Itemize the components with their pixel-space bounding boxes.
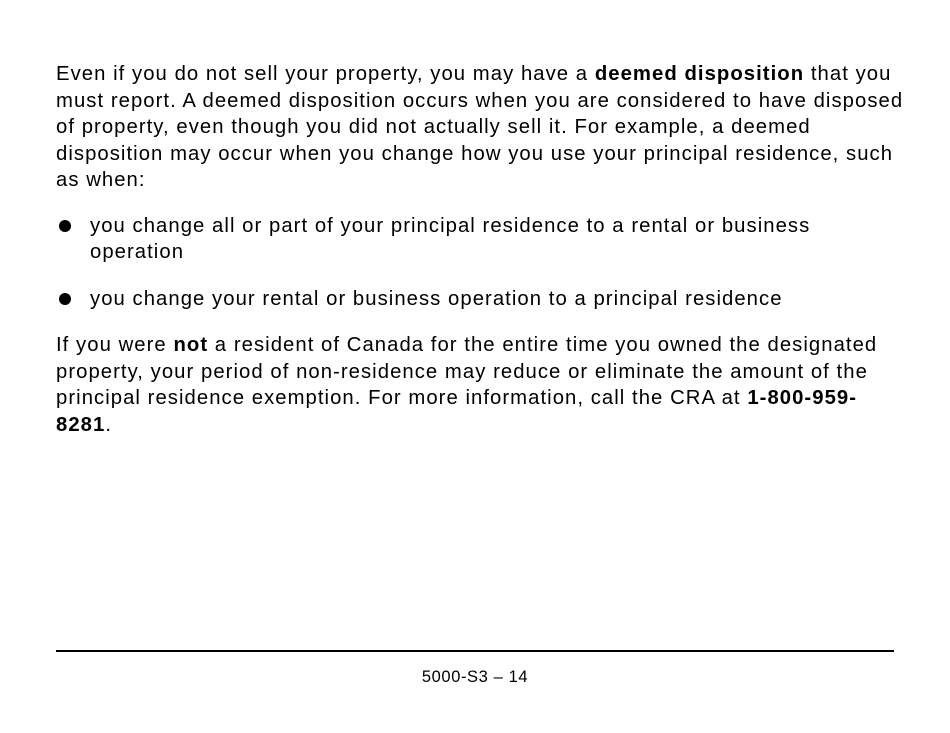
deemed-disposition-paragraph (56, 61, 906, 194)
deemed-disposition-term: deemed disposition (594, 63, 805, 85)
document-body (56, 61, 906, 438)
example-list (56, 213, 906, 313)
paragraph-text: a resident of Canada for the entire time you owned the designated property, your period of non-residence may reduce or eliminate the amount of the principal residence exemption. For more information, call the CRA at (56, 334, 878, 409)
not-emphasis: not (173, 334, 209, 356)
list-item-text: you change your rental or business operation to a principal residence (90, 287, 783, 310)
list-item-text: you change all or part of your principal residence to a rental or business operation (90, 214, 811, 263)
list-item (56, 286, 906, 313)
list-item (56, 213, 906, 266)
paragraph-text: If you were (56, 334, 174, 356)
cra-phone-number: 1-800-959-8281 (56, 387, 858, 436)
paragraph-text: Even if you do not sell your property, you may have a (56, 63, 595, 85)
paragraph-text: . (105, 413, 113, 436)
paragraph-text: that you must report. A deemed disposition occurs when you are considered to have disposed of property, even though you did not actually sell it. For example, a deemed disposition may occur when you change how you use your principal residence, such as when: (56, 63, 904, 191)
non-residence-paragraph (56, 332, 906, 438)
bullet-icon (59, 293, 71, 305)
bullet-icon (59, 220, 71, 232)
footer-divider (56, 650, 894, 652)
page-number: 5000-S3 – 14 (421, 668, 529, 686)
